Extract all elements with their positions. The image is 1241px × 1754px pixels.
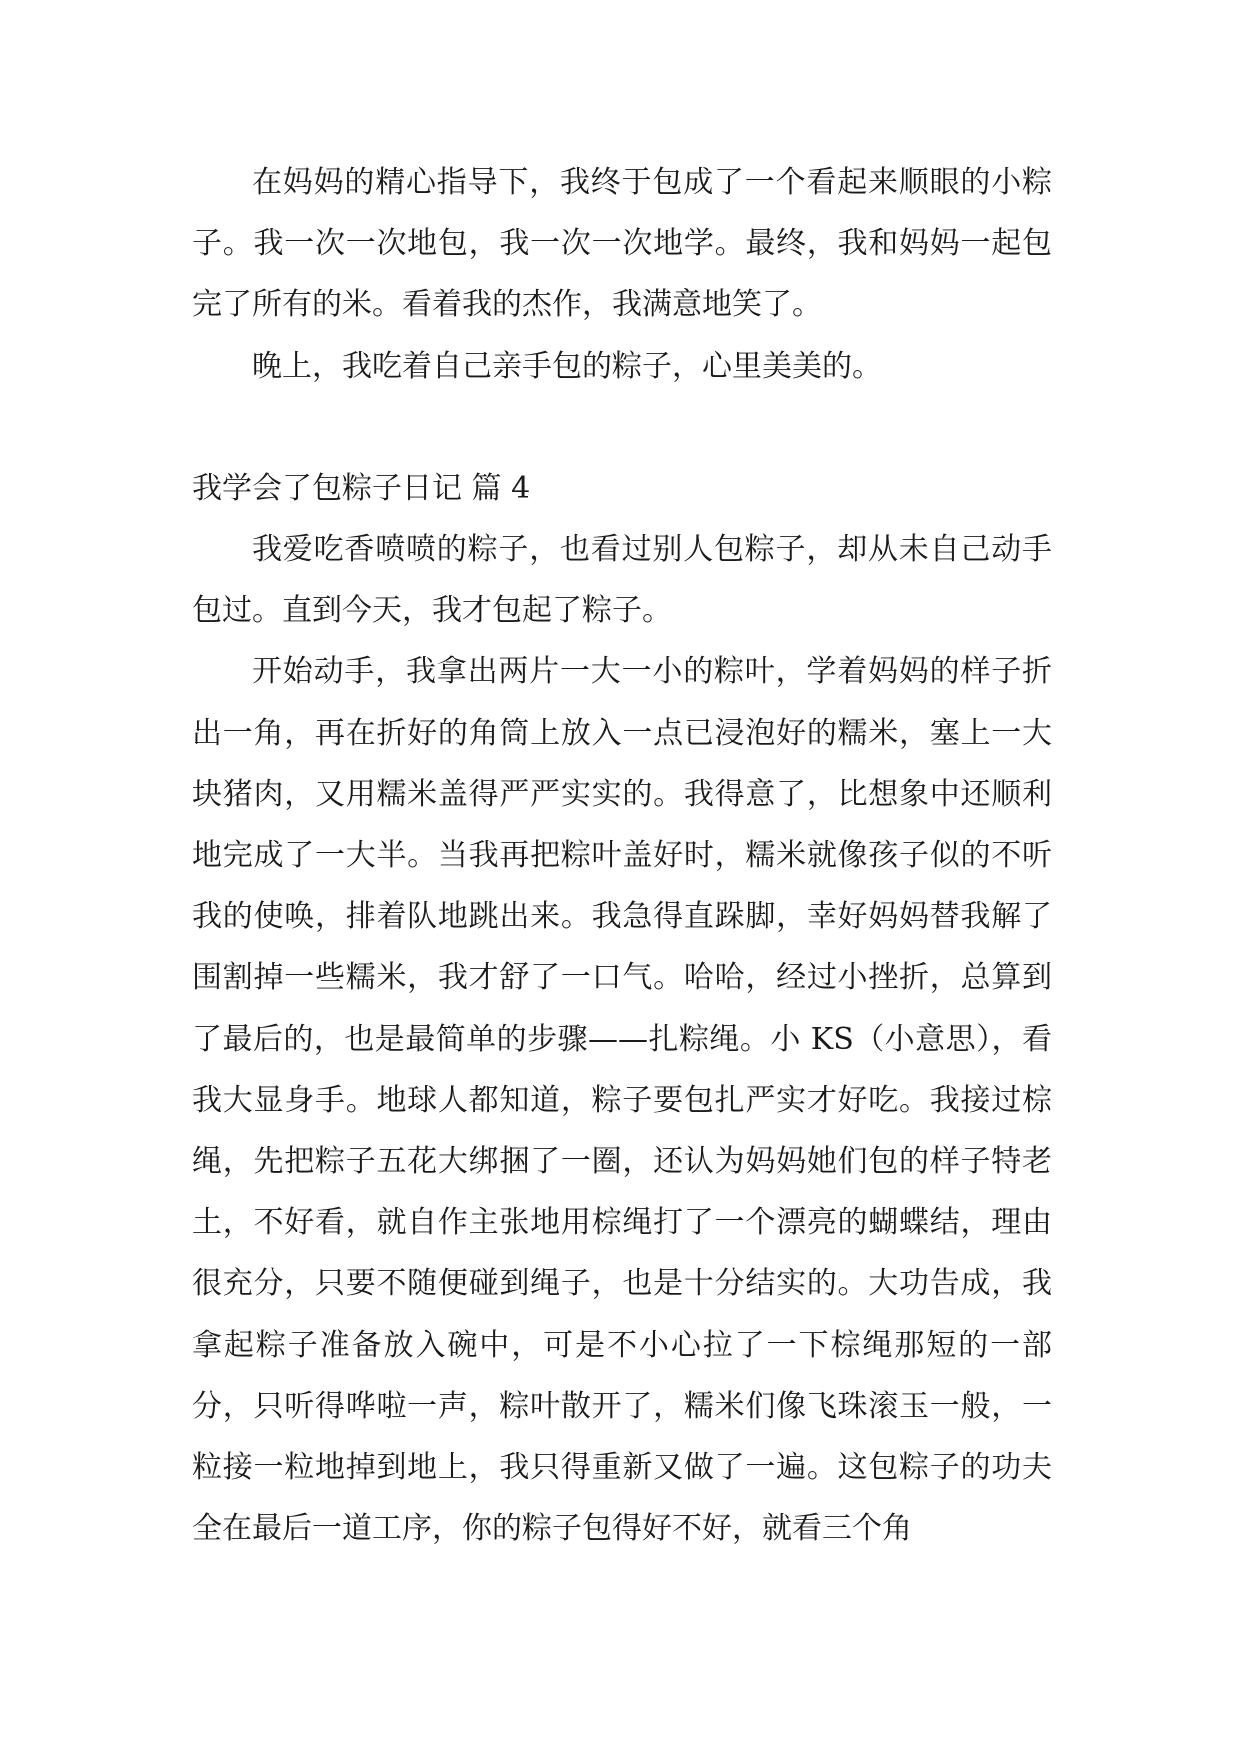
document-body xyxy=(192,152,1052,1559)
paragraph-3: 我爱吃香喷喷的粽子，也看过别人包粽子，却从未自己动手包过。直到今天，我才包起了粽子。 xyxy=(192,532,1052,629)
paragraph-4: 开始动手，我拿出两片一大一小的粽叶，学着妈妈的样子折出一角，再在折好的角筒上放入一点已浸泡好的糯米，塞上一大块猪肉，又用糯米盖得严严实实的。我得意了，比想象中还顺利地完成了一大半。当我再把粽叶盖好时，糯米就像孩子似的不听我的使唤，排着队地跳出来。我急得直跺脚，幸好妈妈替我解了围割掉一些糯米，我才舒了一口气。哈哈，经过小挫折，总算到了最后的，也是最简单的步骤——扎粽绳。小 KS（小意思），看我大显身手。地球人都知道，粽子要包扎严实才好吃。我接过棕绳，先把粽子五花大绑捆了一圈，还认为妈妈她们包的样子特老土，不好看，就自作主张地用棕绳打了一个漂亮的蝴蝶结，理由很充分，只要不随便碰到绳子，也是十分结实的。大功告成，我拿起粽子准备放入碗中，可是不小心拉了一下棕绳那短的一部分，只听得哗啦一声，粽叶散开了，糯米们像飞珠滚玉一般，一粒接一粒地掉到地上，我只得重新又做了一遍。这包粽子的功夫全在最后一道工序，你的粽子包得好不好，就看三个角 xyxy=(192,654,1052,1547)
paragraph-1: 在妈妈的精心指导下，我终于包成了一个看起来顺眼的小粽子。我一次一次地包，我一次一次地学。最终，我和妈妈一起包完了所有的米。看着我的杰作，我满意地笑了。 xyxy=(192,165,1052,323)
section-title: 我学会了包粽子日记 篇 4 xyxy=(192,470,531,506)
paragraph-2: 晚上，我吃着自己亲手包的粽子，心里美美的。 xyxy=(252,348,882,384)
